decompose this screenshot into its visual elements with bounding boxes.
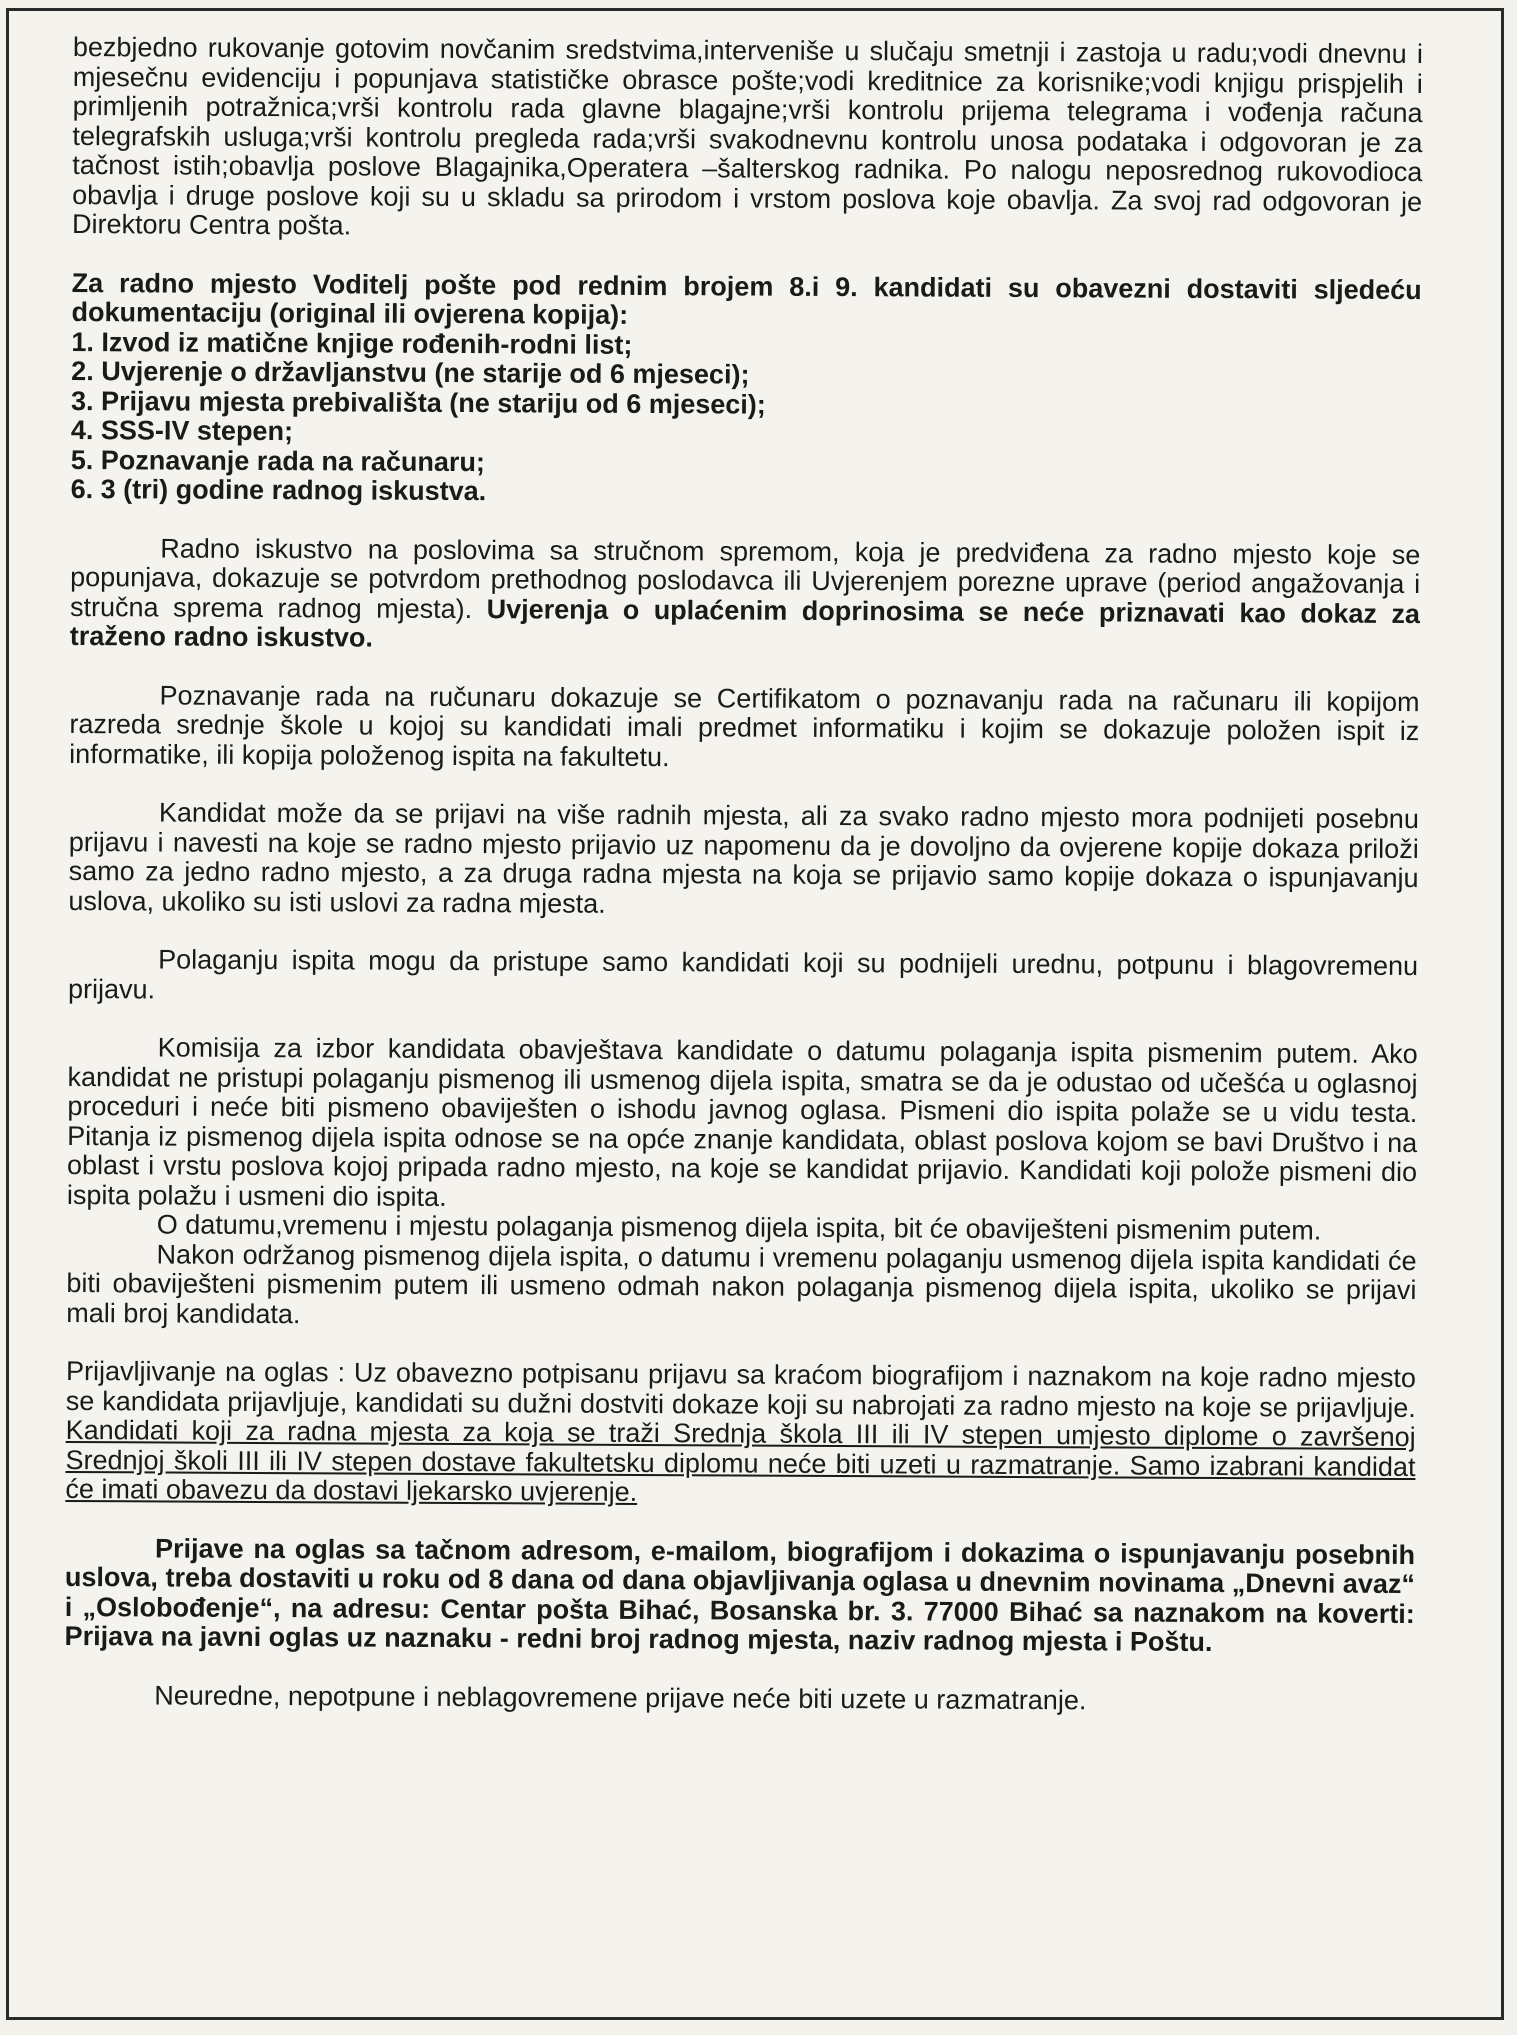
paragraph-final-note: Neuredne, nepotpune i neblagovremene prijave neće biti uzete u razmatranje. — [154, 1679, 1087, 1715]
documents-list-item: 6. 3 (tri) godine radnog iskustva. — [70, 473, 487, 507]
paragraph-multiple-positions: Kandidat može da se prijavi na više radnih mjesta, ali za svako radno mjesto mora podnijeti posebnu prijavu i navesti na koje se radno mjesto prijavio uz napomenu da je dovoljno da ovjerene kopije dokaza priloži samo za jedno radno mjesto, a za druga radna mjesta na koja se prijavio samo kopije dokaza o ispunjavanju uslova, ukoliko su isti uslovi za radna mjesta. — [68, 797, 1419, 919]
documents-intro: Za radno mjesto Voditelj pošte pod rednim brojem 8.i 9. kandidati su obavezni dostaviti sljedeću dokumentaciju (original ili ovjerena kopija): — [71, 267, 1422, 330]
application-underlined-note: Kandidati koji za radna mjesta za koja se traži Srednja škola III ili IV stepen umjesto diplome o završenoj Srednjoj školi III ili IV stepen dostave fakultetsku diplomu neće biti uzeti u razmatranje. Samo izabrani kandidat će imati obavezu da dostavi ljekarsko uvjerenje. — [65, 1414, 1416, 1507]
documents-list-item: 2. Uvjerenje o državljanstvu (ne starije od 6 mjeseci); — [71, 355, 750, 390]
document-body — [64, 33, 1423, 1717]
documents-list-item: 5. Poznavanje rada na računaru; — [70, 444, 485, 477]
paragraph-exam-eligibility: Polaganju ispita mogu da pristupe samo kandidati koji su podnijeli urednu, potpunu i blagovremenu prijavu. — [67, 944, 1419, 1004]
documents-list — [71, 327, 1422, 511]
application-text: Prijavljivanje na oglas : Uz obavezno potpisanu prijavu sa kraćom biografijom i naznakom na koje radno mjesto se kandidata prijavljuje, kandidati su dužni dostviti dokaze koji su nabrojati za radno mjesto na koje se prijavljuje. — [65, 1355, 1417, 1423]
document-page — [6, 8, 1504, 2020]
paragraph-exam-date: O datumu,vremenu i mjestu polaganja pismenog dijela ispita, bit će obaviješteni pismenim putem. — [156, 1209, 1322, 1246]
work-experience-text: Radno iskustvo na poslovima sa stručnom spremom, koja je predviđena za radno mjesto koje se popunjava, dokazuje se potvrdom prethodnog poslodavca ili Uvjerenjem porezne uprave (period angažovanja i stručna sprema radnog mjesta). — [69, 532, 1421, 624]
paragraph-address: Prijave na oglas sa tačnom adresom, e-mailom, biografijom i dokazima o ispunjavanju posebnih uslova, treba dostaviti u roku od 8 dana od dana objavljivanja oglasa u dnevnim novinama „Dnevni avaz“ i „Oslobođenje“, na adresu: Centar pošta Bihać, Bosanska br. 3. 77000 Bihać sa naznakom na koverti: Prijava na javni oglas uz naznaku - redni broj radnog mjesta, naziv radnog mjesta i Poštu. — [64, 1532, 1416, 1657]
documents-list-item: 3. Prijavu mjesta prebivališta (ne stariju od 6 mjeseci); — [70, 385, 766, 420]
documents-list-item: 1. Izvod iz matične knjige rođenih-rodni list; — [71, 326, 633, 360]
paragraph-application — [65, 1357, 1416, 1512]
documents-list-item: 4. SSS-IV stepen; — [70, 414, 294, 447]
work-experience-note: Uvjerenja o uplaćenim doprinosima se neće priznavati kao dokaz za traženo radno iskustvo. — [69, 593, 1421, 653]
paragraph-work-experience — [70, 533, 1421, 658]
paragraph-computer-skills: Poznavanje rada na ručunaru dokazuje se Certifikatom o poznavanju rada na računaru ili kopijom razreda srednje škole u kojoj su kandidati imali predmet informatiku i kojim se dokazuje položen ispit iz informatike, ili kopija položenog ispita na fakultetu. — [69, 679, 1420, 772]
paragraph-commission: Komisija za izbor kandidata obavještava kandidate o datumu polaganja ispita pismenim putem. Ako kandidat ne pristupi polaganju pismenog ili usmenog dijela ispita, smatra se da je odustao od učešća u oglasnoj proceduri i neće biti pismeno obaviješten o ishodu javnog oglasa. Pismeni dio ispita polaže se u vidu testa. Pitanja iz pismenog dijela ispita odnose se na opće znanje kandidata, oblast poslova kojom se bavi Društvo i na oblast i vrstu poslova kojoj pripada radno mjesto, na koje se kandidat prijavio. Kandidati koji polože pismeni dio ispita polažu i usmeni dio ispita. — [66, 1032, 1418, 1212]
paragraph-duties: bezbjedno rukovanje gotovim novčanim sredstvima,interveniše u slučaju smetnji i zastoja u radu;vodi dnevnu i mjesečnu evidenciju i popunjava statističke obrasce pošte;vodi kreditnice za korisnike;vodi knjigu prispjelih i primljenih potražnica;vrši kontrolu rada glavne blagajne;vrši kontrolu prijema telegrama i vođenja računa telegrafskih usluga;vrši kontrolu pregleda rada;vrši svakodnevnu kontrolu unosa podataka i odgovoran je za tačnost istih;obavlja poslove Blagajnika,Operatera –šalterskog radnika. Po nalogu neposrednog rukovodioca obavlja i druge poslove koji su u skladu sa prirodom i vrstom poslova koje obavlja. Za svoj rad odgovoran je Direktoru Centra pošta. — [71, 32, 1423, 241]
paragraph-oral-exam: Nakon održanog pismenog dijela ispita, o datumu i vremenu polaganju usmenog dijela ispita kandidati će biti obaviješteni pismenim putem ili usmeno odmah nakon polaganja pismenog dijela ispita, ukoliko se prijavi mali broj kandidata. — [66, 1238, 1417, 1329]
